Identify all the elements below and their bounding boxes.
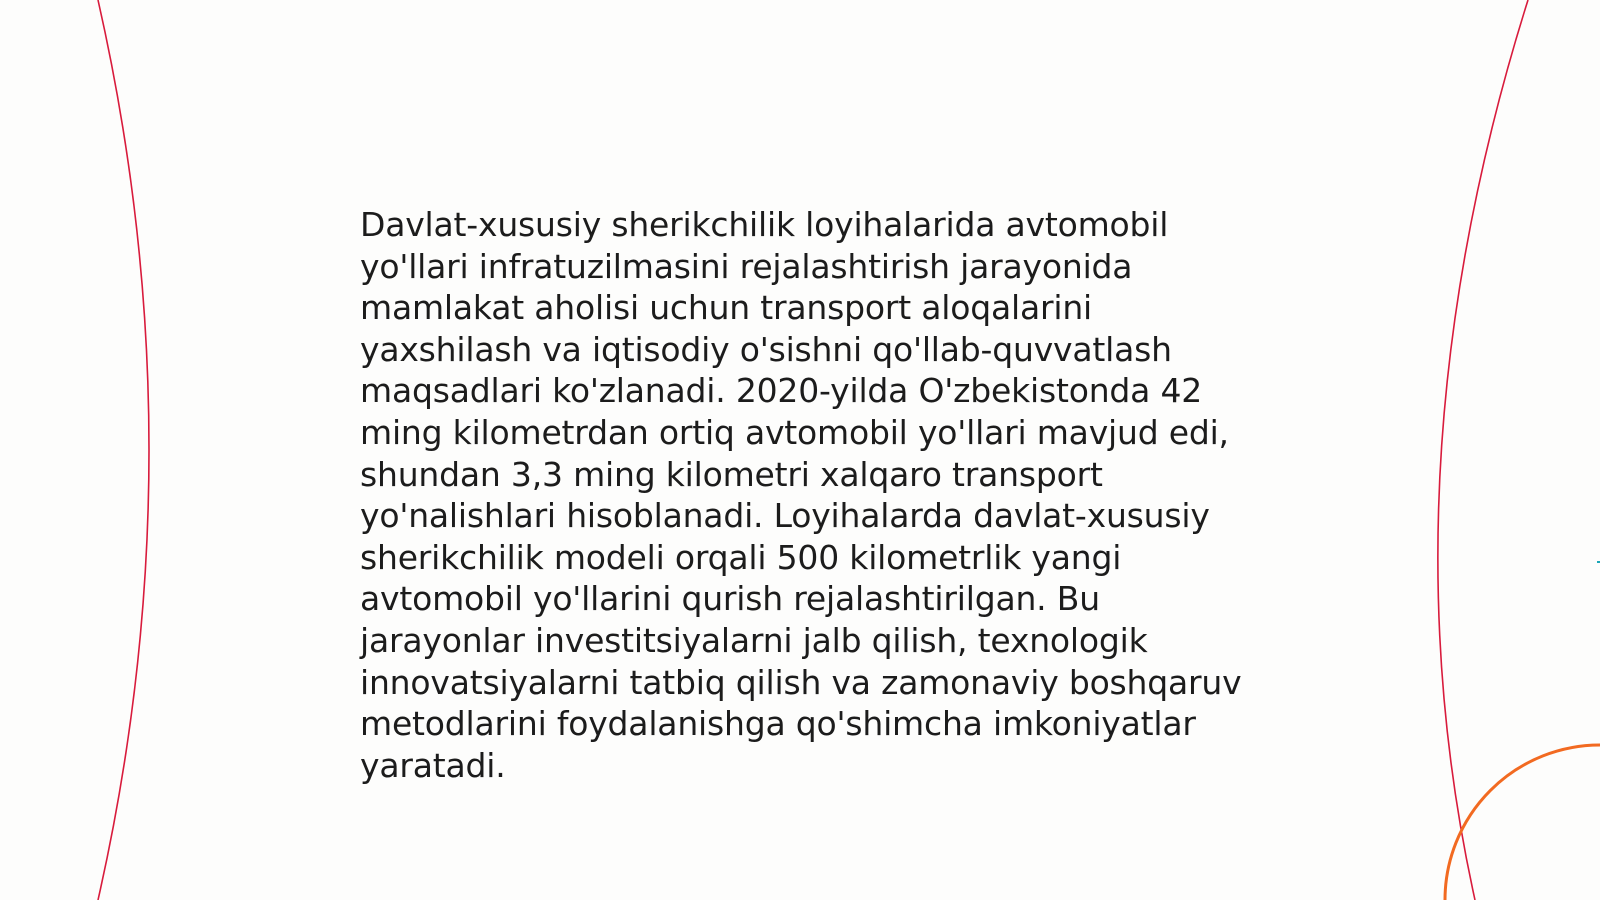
- paragraph-line: ming kilometrdan ortiq avtomobil yo'llari mavjud edi,: [360, 412, 1229, 452]
- paragraph-line: yo'llari infratuzilmasini rejalashtirish jarayonida: [360, 246, 1133, 286]
- paragraph-line: innovatsiyalarni tatbiq qilish va zamonaviy boshqaruv: [360, 662, 1242, 702]
- paragraph-line: avtomobil yo'llarini qurish rejalashtirilgan. Bu: [360, 579, 1100, 619]
- paragraph-line: mamlakat aholisi uchun transport aloqalarini: [360, 288, 1093, 328]
- paragraph-line: shundan 3,3 ming kilometri xalqaro transport: [360, 454, 1103, 494]
- paragraph-line: maqsadlari ko'zlanadi. 2020-yilda O'zbekistonda 42: [360, 371, 1203, 411]
- right-arc-line: [1438, 0, 1528, 900]
- paragraph-line: yaxshilash va iqtisodiy o'sishni qo'llab-quvvatlash: [360, 329, 1172, 369]
- paragraph-line: sherikchilik modeli orqali 500 kilometrlik yangi: [360, 537, 1122, 577]
- body-paragraph: [360, 204, 1260, 786]
- paragraph-line: jarayonlar investitsiyalarni jalb qilish, texnologik: [360, 620, 1148, 660]
- paragraph-line: yo'nalishlari hisoblanadi. Loyihalarda davlat-xususiy: [360, 496, 1210, 536]
- paragraph-line: Davlat-xususiy sherikchilik loyihalarida avtomobil: [360, 205, 1169, 244]
- corner-circle-shape: [1445, 745, 1600, 900]
- paragraph-line: yaratadi.: [360, 745, 506, 785]
- left-arc-line: [98, 0, 149, 900]
- paragraph-line: metodlarini foydalanishga qo'shimcha imkoniyatlar: [360, 704, 1196, 744]
